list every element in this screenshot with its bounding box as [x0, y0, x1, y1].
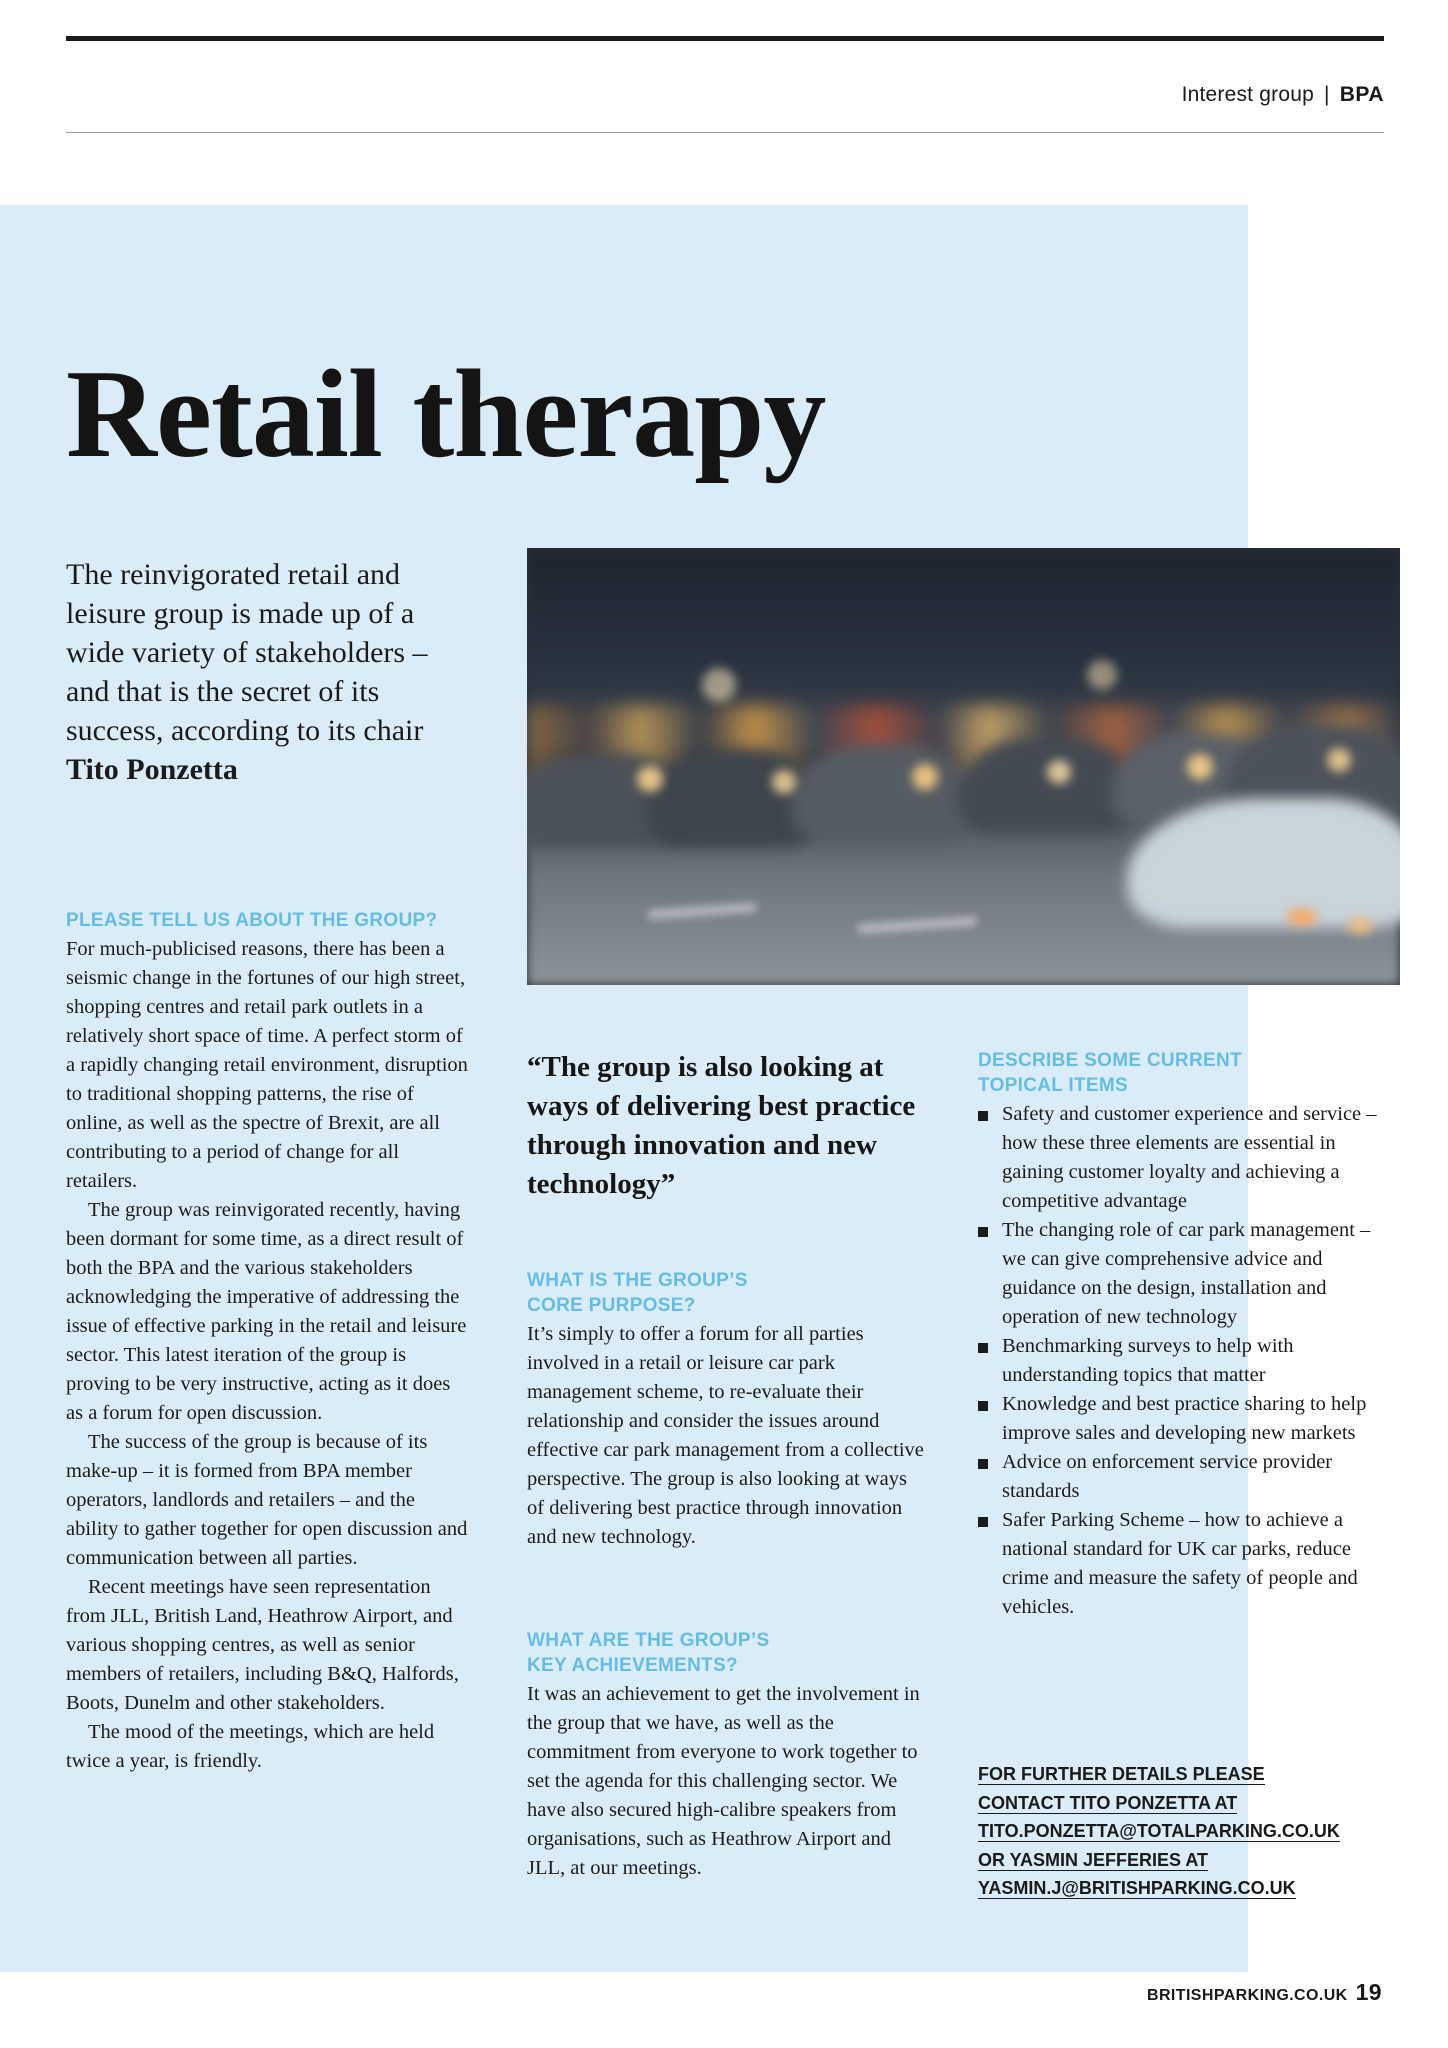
- header-label: [1182, 83, 1384, 107]
- column-two-heading-one: [527, 1268, 927, 1318]
- paragraph: For much-publicised reasons, there has been a seismic change in the fortunes of our high street, shopping centres and retail park outlets in a relatively short space of time. A perfect storm of a rapidly changing retail environment, disruption to traditional shopping patterns, the rise of online, as well as the spectre of Brexit, are all contributing to a period of change for all retailers.: [66, 938, 468, 1192]
- column-two-question-two: [527, 1628, 927, 1883]
- photo-bokeh-light: [1327, 748, 1351, 772]
- footer-site: BRITISHPARKING.CO.UK: [1147, 1987, 1348, 2004]
- paragraph: The mood of the meetings, which are held twice a year, is friendly.: [66, 1721, 435, 1772]
- header-section: Interest group: [1181, 83, 1314, 106]
- photo-tail-light: [1347, 918, 1373, 934]
- page-number: 19: [1355, 1979, 1382, 2005]
- column-two-heading-two: [527, 1628, 927, 1678]
- heading-line-2: KEY ACHIEVEMENTS?: [527, 1655, 738, 1676]
- header-brand: BPA: [1339, 83, 1384, 106]
- paragraph: It was an achievement to get the involvement in the group that we have, as well as the commitment from everyone to work together to set the agenda for this challenging sector. We have also secured high-calibre speakers from organisations, such as Heathrow Airport and JLL, at our meetings.: [527, 1683, 920, 1879]
- contact-line-4: OR YASMIN JEFFERIES AT: [978, 1849, 1209, 1870]
- photo-tail-light: [1287, 908, 1317, 926]
- column-one: [66, 908, 470, 1776]
- running-header: [66, 41, 1384, 133]
- list-item: Safety and customer experience and service – how these three elements are essential in gaining customer loyalty and achieving a competitive advantage: [978, 1100, 1390, 1216]
- photo-bokeh-light: [637, 766, 663, 792]
- list-item: The changing role of car park management – we can give comprehensive advice and guidance on the design, installation and operation of new technology: [978, 1216, 1390, 1332]
- column-three: [978, 1048, 1390, 1622]
- photo-car: [957, 738, 1137, 834]
- header-separator: |: [1324, 83, 1330, 106]
- photo-bokeh-light: [1047, 760, 1071, 784]
- photo-bokeh-light: [1187, 754, 1213, 780]
- byline: Tito Ponzetta: [66, 753, 238, 786]
- heading-line-1: WHAT ARE THE GROUP’S: [527, 1630, 770, 1651]
- photo-bokeh-light: [1087, 660, 1117, 690]
- contact-email-tito[interactable]: TITO.PONZETTA@TOTALPARKING.CO.UK: [978, 1821, 1340, 1841]
- standfirst-text: The reinvigorated retail and leisure group is made up of a wide variety of stakeholders – and that is the secret of its success, according to its chair: [66, 558, 428, 747]
- pull-quote: “The group is also looking at ways of delivering best practice through innovation and new technology”: [527, 1051, 916, 1200]
- photo-car: [792, 744, 977, 844]
- list-item: Safer Parking Scheme – how to achieve a national standard for UK car parks, reduce crime and measure the safety of people and vehicles.: [978, 1506, 1390, 1622]
- contact-details: [978, 1760, 1398, 1903]
- list-item: Benchmarking surveys to help with understanding topics that matter: [978, 1332, 1390, 1390]
- column-one-heading: PLEASE TELL US ABOUT THE GROUP?: [66, 910, 438, 931]
- paragraph: Recent meetings have seen representation from JLL, British Land, Heathrow Airport, and various shopping centres, as well as senior members of retailers, including B&Q, Halfords, Boots, Dunelm and other stakeholders.: [66, 1576, 459, 1714]
- contact-line-2: CONTACT TITO PONZETTA AT: [978, 1792, 1238, 1813]
- photo-bokeh-light: [912, 764, 938, 790]
- heading-line-1: DESCRIBE SOME CURRENT: [978, 1050, 1242, 1071]
- page-title: Retail therapy: [66, 345, 826, 485]
- page-footer: [1147, 1979, 1382, 2006]
- contact-line-1: FOR FURTHER DETAILS PLEASE: [978, 1764, 1265, 1784]
- photo-bokeh-light: [772, 770, 796, 794]
- heading-line-1: WHAT IS THE GROUP’S: [527, 1270, 748, 1291]
- column-three-heading: [978, 1048, 1390, 1098]
- standfirst: [66, 555, 466, 789]
- heading-line-2: TOPICAL ITEMS: [978, 1075, 1128, 1096]
- contact-email-yasmin[interactable]: YASMIN.J@BRITISHPARKING.CO.UK: [978, 1878, 1296, 1898]
- paragraph: It’s simply to offer a forum for all parties involved in a retail or leisure car park management scheme, to re-evaluate their relationship and consider the issues around effective car park management from a collective perspective. The group is also looking at ways of delivering best practice through innovation and new technology.: [527, 1323, 924, 1548]
- photo-bokeh-light: [702, 668, 736, 702]
- feature-photo: [527, 548, 1400, 985]
- paragraph: The success of the group is because of its make-up – it is formed from BPA member operators, landlords and retailers – and the ability to gather together for open discussion and communication between all parties.: [66, 1431, 468, 1569]
- topical-items-list: [978, 1100, 1390, 1622]
- heading-line-2: CORE PURPOSE?: [527, 1295, 696, 1316]
- column-two-question-one: [527, 1268, 927, 1552]
- paragraph: The group was reinvigorated recently, having been dormant for some time, as a direct result of both the BPA and the various stakeholders acknowledging the imperative of addressing the issue of effective parking in the retail and leisure sector. This latest iteration of the group is proving to be very instructive, acting as it does as a forum for open discussion.: [66, 1199, 467, 1424]
- list-item: Knowledge and best practice sharing to help improve sales and developing new markets: [978, 1390, 1390, 1448]
- list-item: Advice on enforcement service provider standards: [978, 1448, 1390, 1506]
